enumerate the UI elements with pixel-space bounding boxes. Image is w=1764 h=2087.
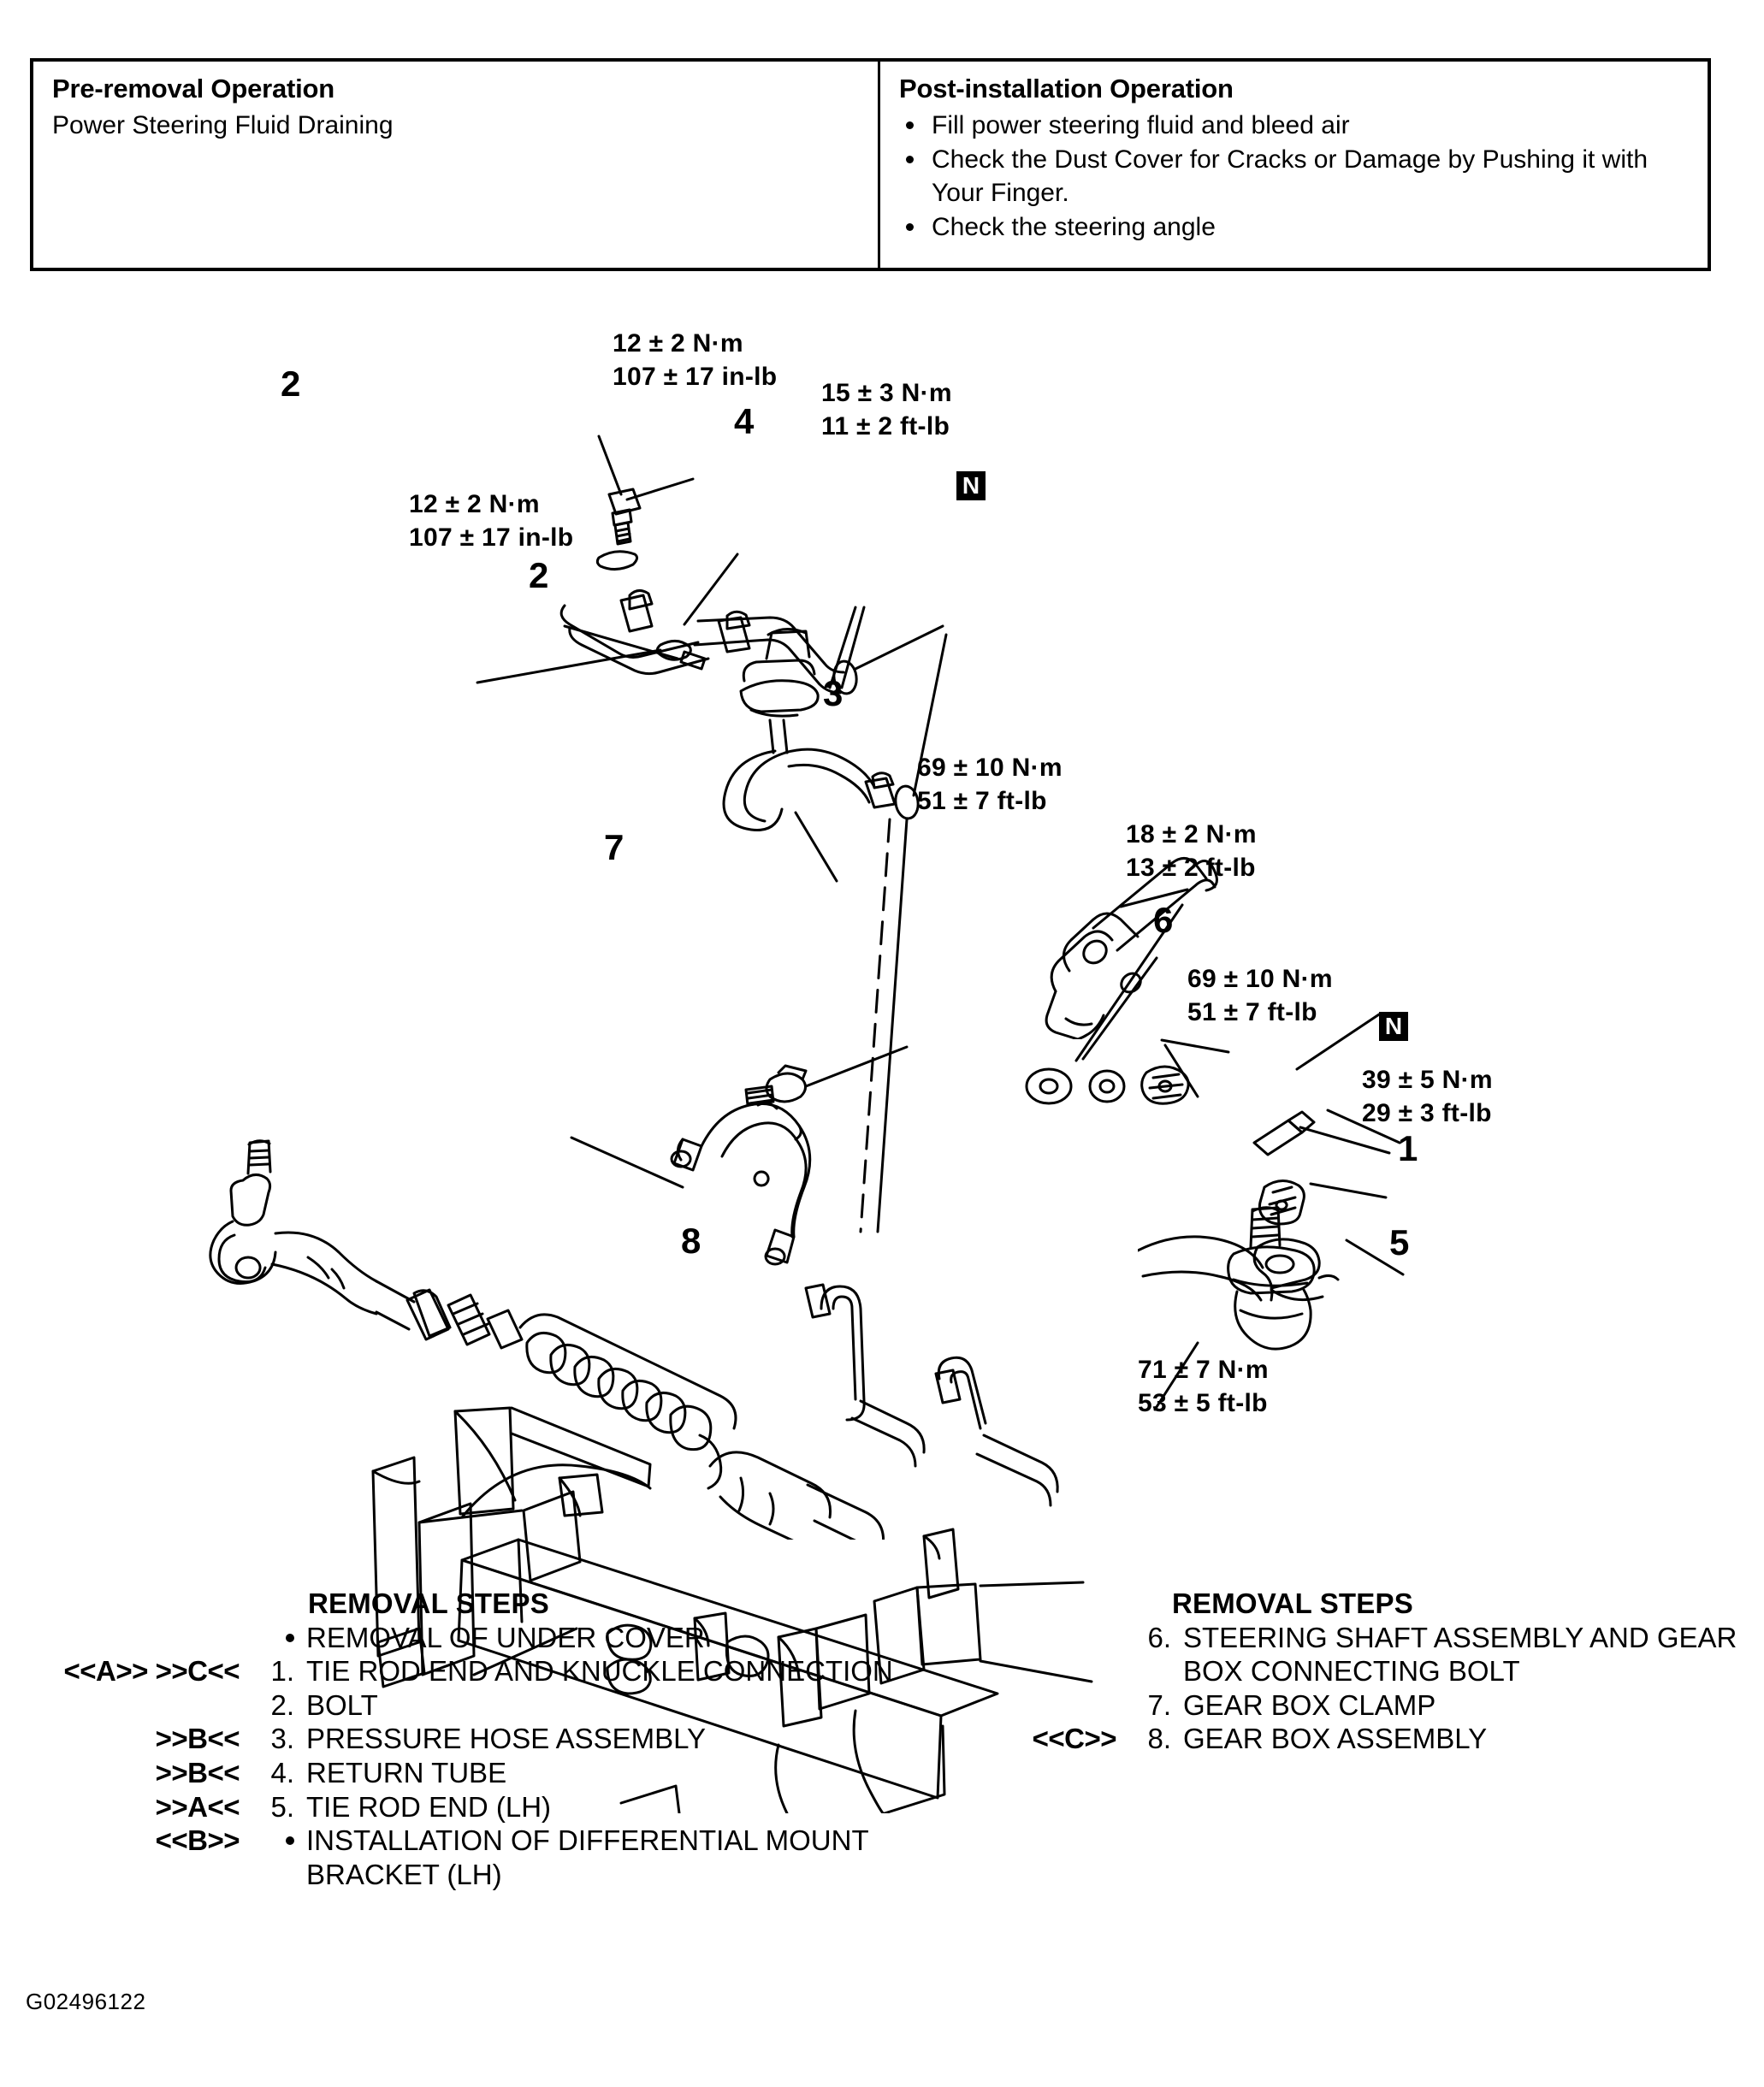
step-bullet [250, 1824, 306, 1858]
step-label: GEAR BOX CLAMP [1183, 1688, 1436, 1721]
removal-step-row [26, 1621, 911, 1655]
nut-marker-icon-top: N [956, 471, 986, 500]
torque-metric: 69 ± 10 N·m [917, 754, 1063, 782]
item-number-8: 8 [681, 1221, 701, 1261]
step-mark: >>B<< [155, 1756, 240, 1788]
bullet-icon [906, 223, 914, 231]
torque-imperial: 107 ± 17 in-lb [409, 523, 574, 552]
list-item-label: Check the Dust Cover for Cracks or Damage by Pushing it with Your Finger. [932, 145, 1648, 207]
step-mark: >>A<< [155, 1790, 240, 1823]
removal-step-row [26, 1654, 911, 1688]
torque-metric: 71 ± 7 N·m [1138, 1356, 1269, 1384]
pre-removal-operation-cell [33, 62, 880, 268]
removal-step-row [954, 1688, 1749, 1723]
removal-step-row [26, 1722, 911, 1756]
step-number: 8. [1147, 1723, 1171, 1755]
step-number: 6. [1147, 1621, 1171, 1653]
torque-label-t2 [821, 376, 952, 443]
torque-imperial: 13 ± 2 ft-lb [1126, 854, 1256, 882]
step-mark: <<A>> >>C<< [63, 1655, 240, 1688]
item-number-5: 5 [1389, 1222, 1410, 1262]
step-number: 2. [270, 1688, 294, 1721]
removal-step-row [26, 1688, 911, 1723]
list-item [899, 144, 1689, 210]
operations-table [30, 58, 1711, 271]
removal-steps-left-heading: REMOVAL STEPS [308, 1587, 549, 1619]
torque-imperial: 11 ± 2 ft-lb [821, 412, 950, 440]
bullet-icon [906, 156, 914, 163]
torque-metric: 18 ± 2 N·m [1126, 820, 1257, 848]
step-label: STEERING SHAFT ASSEMBLY AND GEAR BOX CONNECTING BOLT [1183, 1621, 1737, 1688]
removal-steps-left [26, 1587, 911, 1891]
torque-label-t1 [613, 327, 777, 393]
item-number-3: 3 [823, 673, 844, 713]
item-number-1: 1 [1398, 1128, 1418, 1168]
step-bullet [250, 1621, 306, 1655]
item-number-7: 7 [604, 827, 625, 867]
right-callout-leaders [941, 795, 1540, 1411]
item-number-2-lower: 2 [529, 555, 549, 595]
removal-step-row [954, 1621, 1749, 1688]
post-installation-operation-list [899, 109, 1689, 245]
step-number: 3. [270, 1723, 294, 1755]
removal-steps-right [954, 1587, 1749, 1756]
step-label: RETURN TUBE [306, 1756, 507, 1788]
torque-metric: 69 ± 10 N·m [1187, 965, 1333, 993]
step-label: REMOVAL OF UNDER COVER [306, 1621, 705, 1653]
pre-removal-operation-text: Power Steering Fluid Draining [52, 111, 394, 139]
removal-step-row [26, 1756, 911, 1790]
item-number-6: 6 [1153, 900, 1174, 940]
step-number: 4. [270, 1756, 294, 1788]
removal-steps-right-heading: REMOVAL STEPS [1172, 1587, 1413, 1619]
step-label: INSTALLATION OF DIFFERENTIAL MOUNT BRACKET (LH) [306, 1824, 869, 1890]
torque-metric: 15 ± 3 N·m [821, 379, 952, 407]
bullet-icon [286, 1634, 294, 1642]
step-label: BOLT [306, 1688, 378, 1721]
torque-metric: 39 ± 5 N·m [1362, 1066, 1493, 1094]
torque-metric: 12 ± 2 N·m [409, 490, 540, 518]
torque-metric: 12 ± 2 N·m [613, 329, 743, 358]
item-number-4: 4 [734, 401, 755, 441]
torque-label-t3 [409, 488, 573, 554]
figure-id-label: G02496122 [26, 1989, 146, 2014]
step-mark: <<B>> [155, 1824, 240, 1857]
torque-imperial: 53 ± 5 ft-lb [1138, 1389, 1268, 1417]
post-installation-operation-title: Post-installation Operation [899, 74, 1234, 103]
step-mark: <<C>> [1032, 1723, 1116, 1755]
step-label: PRESSURE HOSE ASSEMBLY [306, 1723, 707, 1755]
removal-step-row [26, 1824, 911, 1891]
torque-imperial: 29 ± 3 ft-lb [1362, 1099, 1492, 1127]
torque-imperial: 51 ± 7 ft-lb [1187, 998, 1317, 1026]
list-item [899, 109, 1689, 142]
bullet-icon [286, 1836, 294, 1845]
post-installation-operation-cell [880, 62, 1708, 268]
item-number-2-top: 2 [281, 364, 301, 404]
removal-step-row [26, 1790, 911, 1824]
step-number: 1. [270, 1655, 294, 1688]
pre-removal-operation-title: Pre-removal Operation [52, 74, 335, 103]
removal-step-row [954, 1722, 1749, 1756]
step-label: TIE ROD END (LH) [306, 1790, 552, 1823]
bullet-icon [906, 121, 914, 129]
torque-imperial: 51 ± 7 ft-lb [917, 787, 1047, 815]
step-mark: >>B<< [155, 1723, 240, 1755]
step-number: 5. [270, 1790, 294, 1823]
step-label: GEAR BOX ASSEMBLY [1183, 1723, 1488, 1755]
step-number: 7. [1147, 1688, 1171, 1721]
step-label: TIE ROD END AND KNUCKLE CONNECTION [306, 1655, 893, 1688]
list-item-label: Check the steering angle [932, 213, 1216, 242]
nut-marker-icon-right: N [1379, 1012, 1408, 1041]
list-item [899, 211, 1689, 244]
torque-imperial: 107 ± 17 in-lb [613, 363, 778, 391]
list-item-label: Fill power steering fluid and bleed air [932, 111, 1350, 139]
